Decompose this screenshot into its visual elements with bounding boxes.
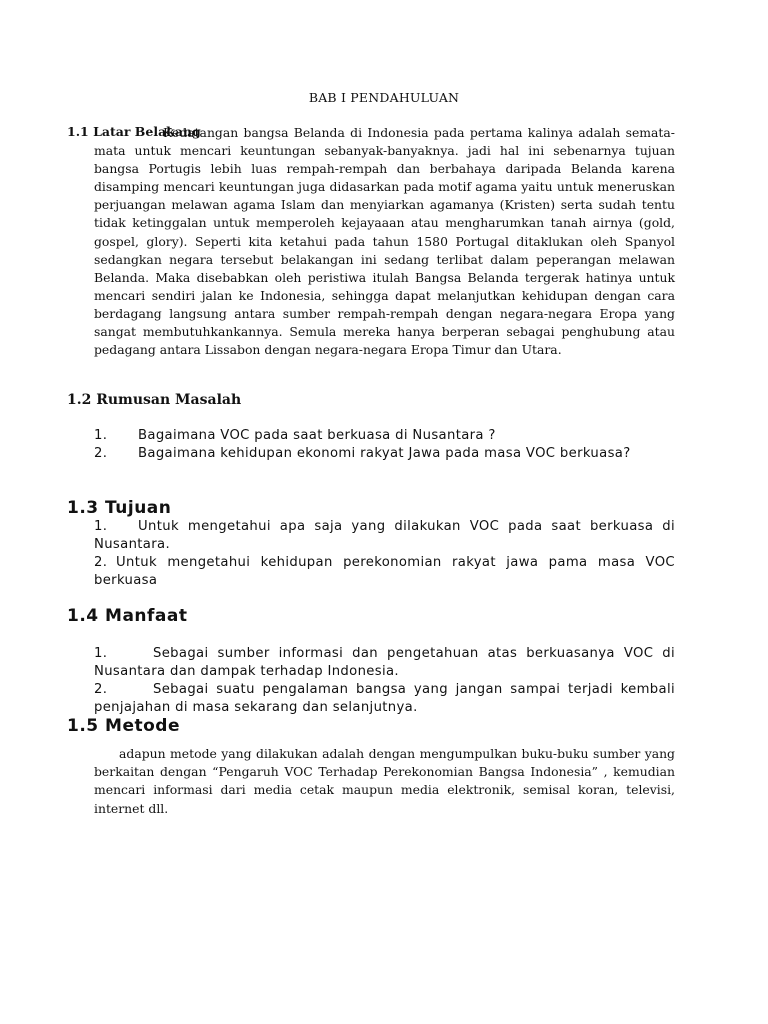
section-heading-manfaat: 1.4 Manfaat bbox=[67, 606, 188, 626]
list-tujuan bbox=[94, 518, 675, 590]
paragraph-metode: adapun metode yang dilakukan adalah dengan mengumpulkan buku-buku sumber yang berkaitan dengan “Pengaruh VOC Terhadap Perekonomian Bangsa Indonesia” , kemudian mencari informasi dari media cetak maupun media elektronik, semisal koran, televisi, internet dll. bbox=[94, 746, 675, 816]
list-item bbox=[94, 554, 675, 590]
list-item-number: 1. bbox=[94, 428, 108, 443]
list-item-text: Untuk mengetahui kehidupan perekonomian rakyat jawa pama masa VOC berkuasa bbox=[94, 555, 675, 588]
list-item-number: 1. bbox=[94, 646, 108, 661]
chapter-title: BAB I PENDAHULUAN bbox=[308, 90, 460, 105]
list-manfaat bbox=[94, 645, 675, 717]
list-item-text: Sebagai sumber informasi dan pengetahuan atas berkuasanya VOC di Nusantara dan dampak terhadap Indonesia. bbox=[94, 646, 675, 679]
list-item-text: Bagaimana kehidupan ekonomi rakyat Jawa pada masa VOC berkuasa? bbox=[138, 446, 631, 461]
section-heading-tujuan: 1.3 Tujuan bbox=[67, 498, 172, 518]
list-item bbox=[94, 445, 675, 463]
list-item-number: 2. bbox=[94, 682, 108, 697]
section-heading-metode: 1.5 Metode bbox=[67, 716, 180, 736]
list-item-number: 1. bbox=[94, 519, 108, 534]
section-heading-rumusan-masalah: 1.2 Rumusan Masalah bbox=[67, 392, 242, 408]
list-item bbox=[94, 645, 675, 681]
list-item-number: 2. bbox=[94, 555, 108, 570]
section-heading-latar-belakang: 1.1 Latar Belakang bbox=[67, 124, 201, 139]
list-item-text: Untuk mengetahui apa saja yang dilakukan VOC pada saat berkuasa di Nusantara. bbox=[94, 519, 675, 552]
list-item bbox=[94, 427, 675, 445]
list-item-text: Sebagai suatu pengalaman bangsa yang jangan sampai terjadi kembali penjajahan di masa sekarang dan selanjutnya. bbox=[94, 682, 675, 715]
paragraph-latar-belakang: Kedatangan bangsa Belanda di Indonesia pada pertama kalinya adalah semata-mata untuk mencari keuntungan sebanyak-banyaknya. jadi hal ini sebenarnya tujuan bangsa Portugis lebih luas rempah-rempah dan berbahaya daripada Belanda karena disamping mencari keuntungan juga didasarkan pada motif agama yaitu untuk meneruskan perjuangan melawan agama Islam dan menyiarkan agamanya (Kristen) serta sudah tentu tidak ketinggalan untuk memperoleh kejayaaan atau mengharumkan tanah airnya (gold, gospel, glory). Seperti kita ketahui pada tahun 1580 Portugal ditaklukan oleh Spanyol sedangkan negara tersebut belakangan ini sedang terlibat dalam peperangan melawan Belanda. Maka disebabkan oleh peristiwa itulah Bangsa Belanda tergerak hatinya untuk mencari sendiri jalan ke Indonesia, sehingga dapat melanjutkan kehidupan dengan cara berdagang langsung antara sumber rempah-rempah dengan negara-negara Eropa yang sangat membutuhkankannya. Semula mereka hanya berperan sebagai penghubung atau pedagang antara Lissabon dengan negara-negara Eropa Timur dan Utara. bbox=[94, 125, 675, 358]
list-item-text: Bagaimana VOC pada saat berkuasa di Nusantara ? bbox=[138, 428, 496, 443]
list-item bbox=[94, 518, 675, 554]
list-item-number: 2. bbox=[94, 446, 108, 461]
list-rumusan-masalah bbox=[94, 427, 675, 463]
list-item bbox=[94, 681, 675, 717]
